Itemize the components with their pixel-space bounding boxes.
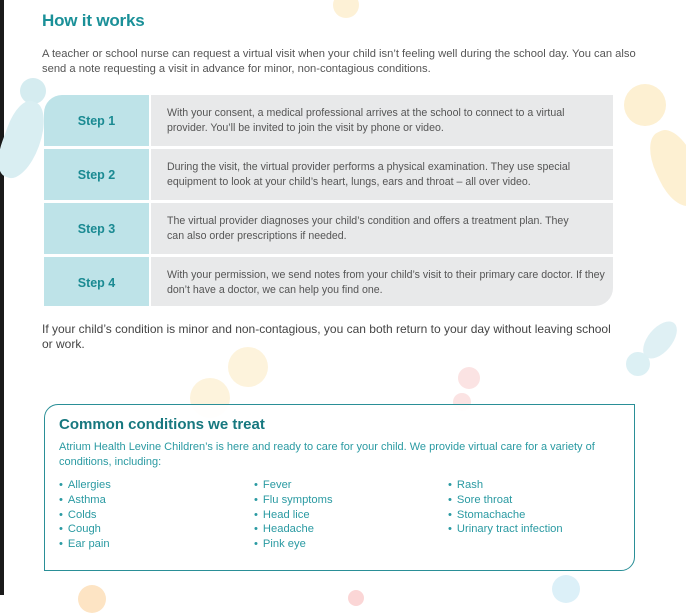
step-row xyxy=(44,95,613,146)
conditions-description: Atrium Health Levine Children’s is here and ready to care for your child. We provide virtual care for a variety of conditions, including: xyxy=(59,441,595,468)
condition-item: • Colds xyxy=(59,508,111,523)
step-row xyxy=(44,203,613,254)
step-row xyxy=(44,149,613,200)
conditions-column-1 xyxy=(59,478,111,552)
step-label: Step 2 xyxy=(44,149,149,200)
step-description xyxy=(151,95,613,146)
condition-item: • Sore throat xyxy=(448,493,563,508)
step-label: Step 4 xyxy=(44,257,149,306)
section-title-how-it-works: How it works xyxy=(42,11,145,30)
intro-paragraph: A teacher or school nurse can request a virtual visit when your child isn’t feeling well during the school day. You can also send a note requesting a visit in advance for minor, non-contagious conditions. xyxy=(42,48,636,75)
condition-item: • Rash xyxy=(448,478,563,493)
step-description xyxy=(151,257,613,306)
step-text: The virtual provider diagnoses your child’s condition and offers a treatment plan. They can also order prescriptions if needed. xyxy=(167,214,569,242)
condition-item: • Asthma xyxy=(59,493,111,508)
outro-paragraph: If your child’s condition is minor and non-contagious, you can both return to your day without leaving school or work. xyxy=(42,322,611,351)
section-title-conditions: Common conditions we treat xyxy=(59,416,265,433)
conditions-column-2 xyxy=(254,478,333,552)
step-text: With your permission, we send notes from your child’s visit to their primary care doctor. If they don’t have a doctor, we can help you find one. xyxy=(167,268,605,296)
condition-item: • Flu symptoms xyxy=(254,493,333,508)
steps-table xyxy=(44,95,613,306)
condition-item: • Stomachache xyxy=(448,508,563,523)
condition-item: • Head lice xyxy=(254,508,333,523)
step-text: During the visit, the virtual provider performs a physical examination. They use special equipment to look at your child’s heart, lungs, ears and throat – all over video. xyxy=(167,160,571,188)
condition-item: • Ear pain xyxy=(59,537,111,552)
conditions-box xyxy=(44,404,635,571)
step-label: Step 1 xyxy=(44,95,149,146)
step-description xyxy=(151,149,613,200)
condition-item: • Urinary tract infection xyxy=(448,522,563,537)
condition-item: • Cough xyxy=(59,522,111,537)
condition-item: • Headache xyxy=(254,522,333,537)
conditions-column-3 xyxy=(448,478,563,537)
step-row xyxy=(44,257,613,306)
condition-item: • Pink eye xyxy=(254,537,333,552)
condition-item: • Allergies xyxy=(59,478,111,493)
condition-item: • Fever xyxy=(254,478,333,493)
step-description xyxy=(151,203,613,254)
step-text: With your consent, a medical professional arrives at the school to connect to a virtual provider. You’ll be invited to join the visit by phone or video. xyxy=(167,106,565,134)
step-label: Step 3 xyxy=(44,203,149,254)
